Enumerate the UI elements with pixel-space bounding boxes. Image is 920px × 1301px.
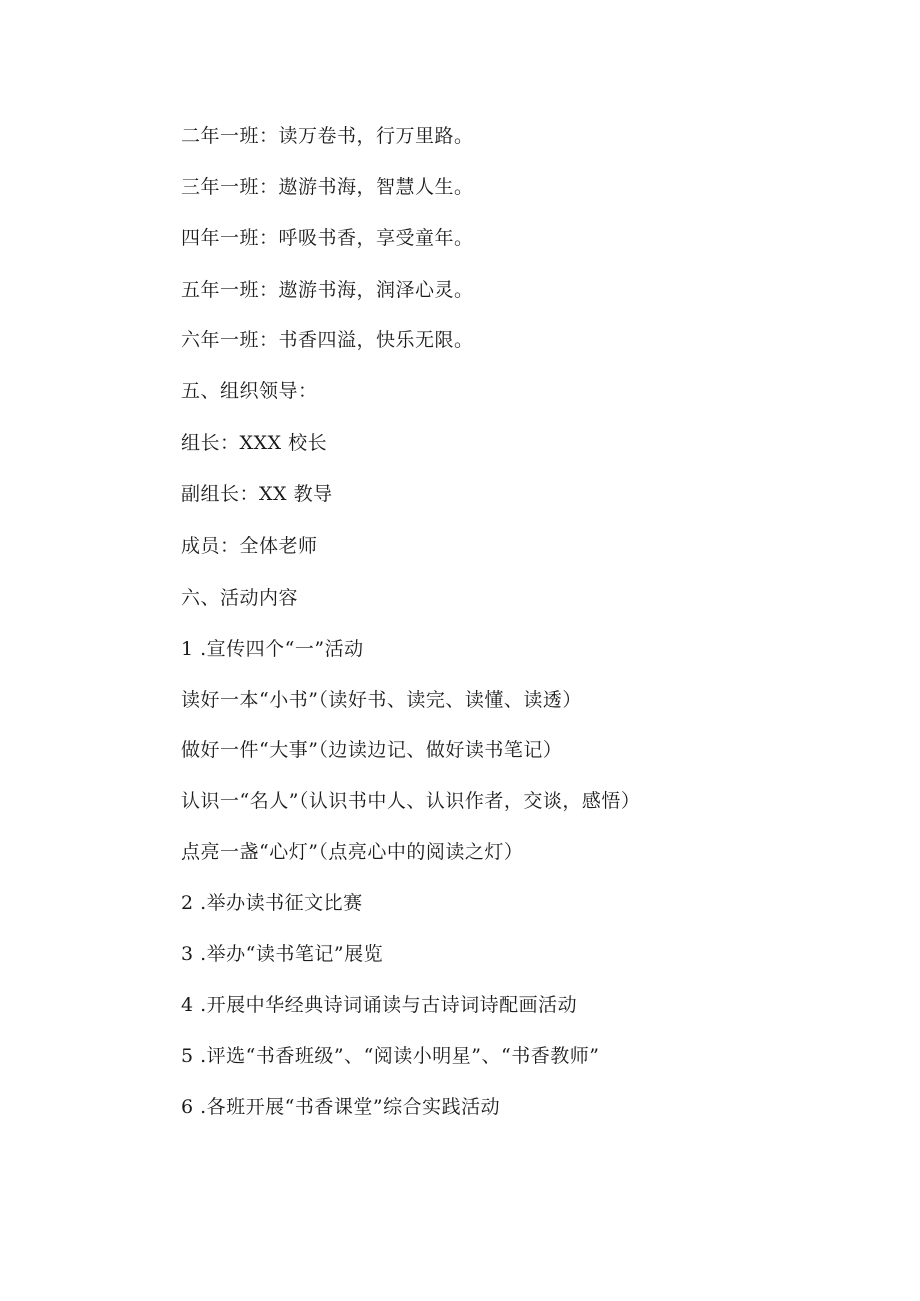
team-members: 成员：全体老师 xyxy=(181,535,318,557)
activity-subitem-heart-lamp: 点亮一盏“心灯”（点亮心中的阅读之灯） xyxy=(181,841,524,863)
class-5-1-slogan: 五年一班：遨游书海，润泽心灵。 xyxy=(181,279,474,301)
class-6-1-slogan: 六年一班：书香四溢，快乐无限。 xyxy=(181,329,474,351)
activity-item-2: 2 .举办读书征文比赛 xyxy=(181,892,363,914)
activity-item-3: 3 .举办“读书笔记”展览 xyxy=(181,943,384,965)
class-3-1-slogan: 三年一班：遨游书海，智慧人生。 xyxy=(181,176,474,198)
section-heading-activities: 六、活动内容 xyxy=(181,587,299,609)
activity-item-6: 6 .各班开展“书香课堂”综合实践活动 xyxy=(181,1096,501,1118)
activity-item-5: 5 .评选“书香班级”、“阅读小明星”、“书香教师” xyxy=(181,1045,600,1067)
activity-item-4: 4 .开展中华经典诗词诵读与古诗词诗配画活动 xyxy=(181,994,578,1016)
activity-subitem-famous-person: 认识一“名人”（认识书中人、认识作者，交谈，感悟） xyxy=(181,790,641,812)
class-4-1-slogan: 四年一班：呼吸书香，享受童年。 xyxy=(181,227,474,249)
activity-item-1: 1 .宣传四个“一”活动 xyxy=(181,638,364,660)
activity-subitem-big-thing: 做好一件“大事”（边读边记、做好读书笔记） xyxy=(181,739,563,761)
class-2-1-slogan: 二年一班：读万卷书，行万里路。 xyxy=(181,125,474,147)
deputy-team-leader: 副组长：XX 教导 xyxy=(181,483,333,505)
team-leader: 组长：XXX 校长 xyxy=(181,432,328,454)
section-heading-organization: 五、组织领导： xyxy=(181,380,318,402)
activity-subitem-read-book: 读好一本“小书”（读好书、读完、读懂、读透） xyxy=(181,689,582,711)
